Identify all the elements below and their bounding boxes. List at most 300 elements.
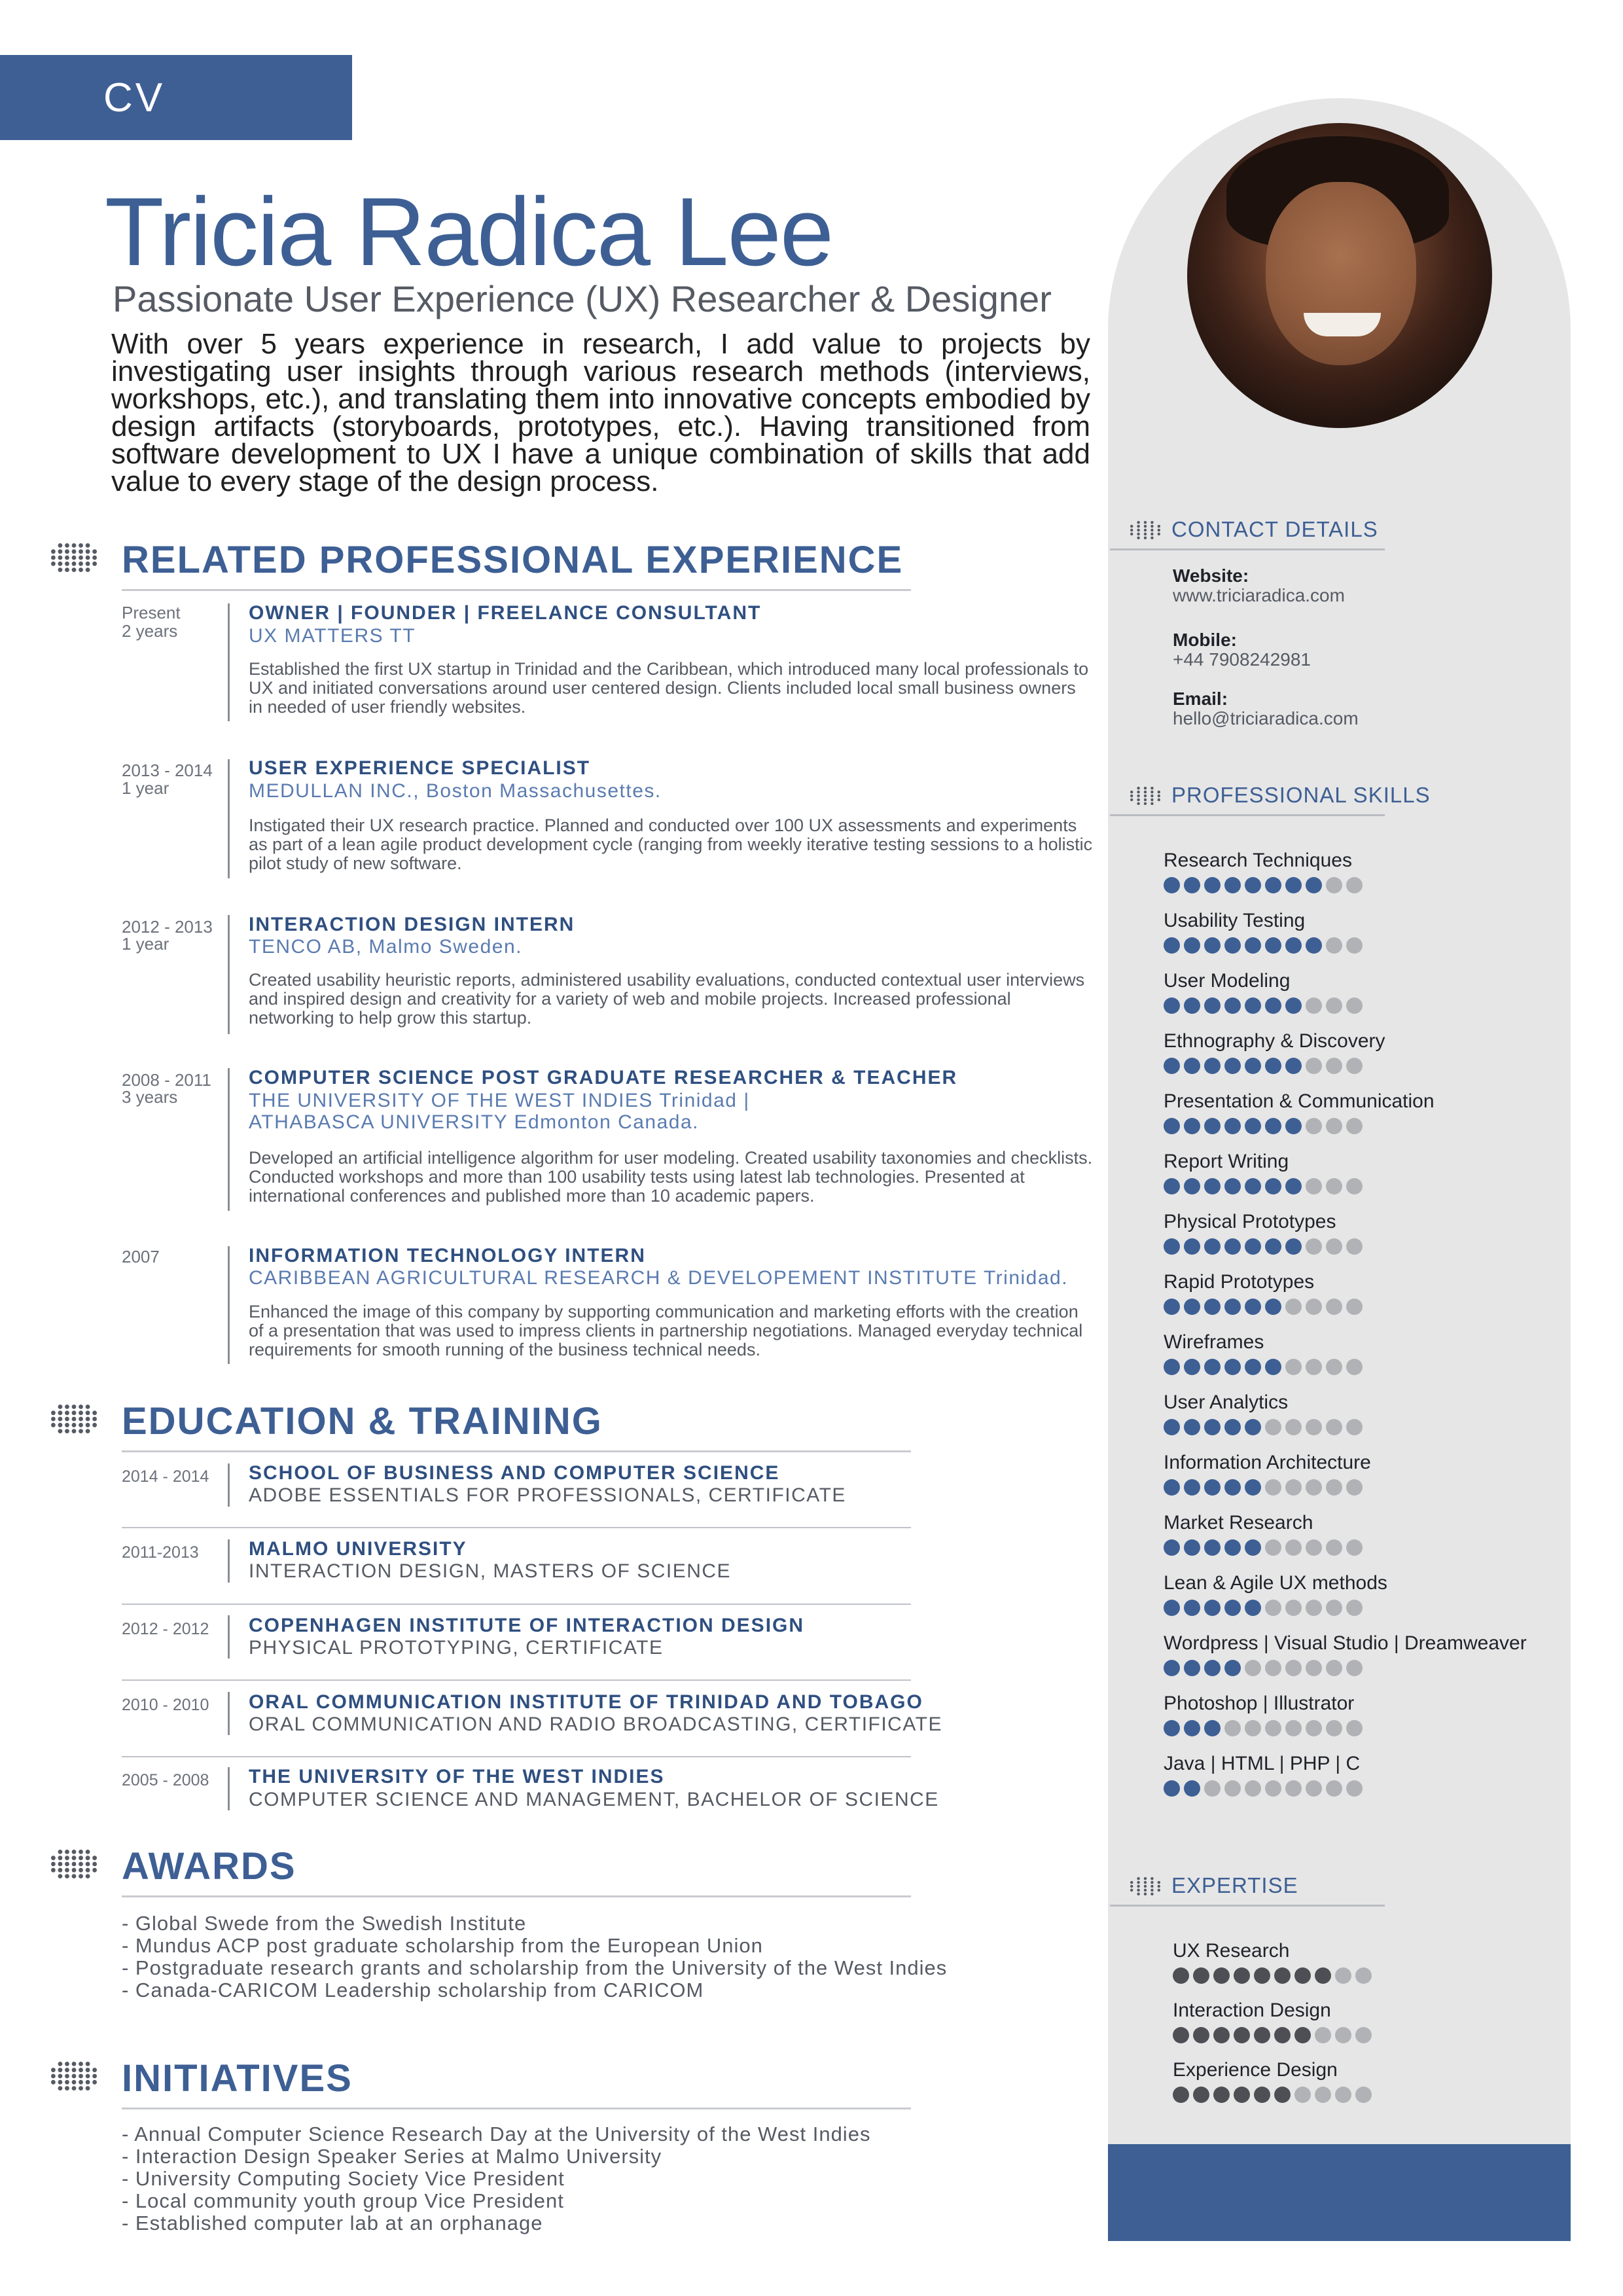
skill-name: User Analytics <box>1164 1391 1289 1413</box>
rating-dot <box>1164 1660 1180 1676</box>
skill-row <box>1173 2059 1372 2103</box>
exp-role: INFORMATION TECHNOLOGY INTERN <box>249 1245 646 1266</box>
skill-name: Photoshop | Illustrator <box>1164 1693 1355 1714</box>
cv-tab-label: CV <box>103 75 166 120</box>
rating-dot <box>1285 1479 1302 1496</box>
rating-dot <box>1326 1780 1342 1797</box>
rating-dot <box>1224 997 1241 1014</box>
rating-dot <box>1326 1178 1342 1194</box>
rating-dot <box>1346 1720 1363 1736</box>
rating-dot <box>1306 1600 1322 1616</box>
skill-name: Presentation & Communication <box>1164 1090 1435 1112</box>
rating-dot <box>1224 1600 1241 1616</box>
rating-dot <box>1306 1238 1322 1255</box>
rating-dot <box>1326 1118 1342 1134</box>
rating-dot <box>1346 1359 1363 1375</box>
edu-degree: COMPUTER SCIENCE AND MANAGEMENT, BACHELOR OF SCIENCE <box>249 1789 939 1810</box>
rating-dot <box>1285 1299 1302 1315</box>
rating-dot <box>1285 1600 1302 1616</box>
rating-dot <box>1265 1720 1281 1736</box>
exp-duration: 2 years <box>122 621 178 641</box>
rating-dot <box>1204 997 1221 1014</box>
website-link[interactable]: www.triciaradica.com <box>1173 585 1345 605</box>
edu-school: THE UNIVERSITY OF THE WEST INDIES <box>249 1766 665 1787</box>
rating-dot <box>1224 1660 1241 1676</box>
rating-dot <box>1164 1359 1180 1375</box>
rating-dot <box>1204 1720 1221 1736</box>
rating-dot <box>1306 1178 1322 1194</box>
skill-row <box>1164 1211 1363 1255</box>
skill-row <box>1164 850 1363 893</box>
skill-name: Report Writing <box>1164 1151 1289 1172</box>
profile-photo <box>1187 123 1492 428</box>
edu-date: 2014 - 2014 <box>122 1467 209 1486</box>
skill-rating <box>1173 2087 1372 2103</box>
rating-dot <box>1265 1118 1281 1134</box>
exp-desc: Enhanced the image of this company by supporting communication and marketing efforts with the creation of a presentation that was used to impress clients in partnership negotiations. Managed everyday technical requirements for smooth running of the business technical needs. <box>249 1302 1083 1359</box>
rating-dot <box>1164 1600 1180 1616</box>
rating-dot <box>1306 1419 1322 1435</box>
rating-dot <box>1346 1660 1363 1676</box>
rating-dot <box>1285 1359 1302 1375</box>
rating-dot <box>1335 2027 1351 2043</box>
rating-dot <box>1164 1419 1180 1435</box>
rating-dot <box>1346 1419 1363 1435</box>
skill-name: Wireframes <box>1164 1331 1264 1353</box>
rating-dot <box>1294 1967 1311 1984</box>
rating-dot <box>1315 2027 1331 2043</box>
skill-rating <box>1164 877 1363 893</box>
edu-school: COPENHAGEN INSTITUTE OF INTERACTION DESIGN <box>249 1615 805 1636</box>
rating-dot <box>1164 877 1180 893</box>
skill-name: Market Research <box>1164 1512 1313 1534</box>
rating-dot <box>1164 1178 1180 1194</box>
skill-rating <box>1164 1600 1387 1616</box>
rating-dot <box>1285 1660 1302 1676</box>
skill-name: Usability Testing <box>1164 910 1306 931</box>
rating-dot <box>1204 1780 1221 1797</box>
edu-degree: ADOBE ESSENTIALS FOR PROFESSIONALS, CERTIFICATE <box>249 1484 846 1506</box>
rating-dot <box>1346 1780 1363 1797</box>
list-item: - Local community youth group Vice President <box>122 2189 564 2212</box>
skill-rating <box>1164 1479 1371 1496</box>
skill-rating <box>1164 1118 1435 1134</box>
rating-dot <box>1285 937 1302 954</box>
rating-dot <box>1204 877 1221 893</box>
exp-divider <box>228 915 230 1034</box>
rating-dot <box>1346 1238 1363 1255</box>
edu-date: 2012 - 2012 <box>122 1620 209 1638</box>
rating-dot <box>1184 1660 1200 1676</box>
rating-dot <box>1315 2087 1331 2103</box>
rating-dot <box>1346 997 1363 1014</box>
exp-desc: Created usability heuristic reports, administered usability evaluations, conducted contextual user interviews and inspired design and creativity for a variety of web and mobile projects. Increased professional networking to help grow this startup. <box>249 970 1085 1028</box>
rating-dot <box>1164 1479 1180 1496</box>
skill-name: Interaction Design <box>1173 2000 1331 2021</box>
edu-date: 2005 - 2008 <box>122 1771 209 1789</box>
rating-dot <box>1245 1058 1261 1074</box>
rating-dot <box>1245 1479 1261 1496</box>
edu-date: 2010 - 2010 <box>122 1696 209 1714</box>
skill-row <box>1164 1271 1363 1315</box>
rating-dot <box>1265 877 1281 893</box>
rating-dot <box>1173 2027 1189 2043</box>
skill-rating <box>1164 937 1363 954</box>
skill-rating <box>1164 1178 1363 1194</box>
exp-date: Present <box>122 603 181 622</box>
rating-dot <box>1274 2027 1291 2043</box>
rating-dot <box>1184 997 1200 1014</box>
section-title-experience: RELATED PROFESSIONAL EXPERIENCE <box>122 539 904 581</box>
edu-divider <box>228 1767 230 1810</box>
exp-date: 2012 - 2013 <box>122 917 213 937</box>
rating-dot <box>1285 1720 1302 1736</box>
rating-dot <box>1164 1720 1180 1736</box>
exp-duration: 1 year <box>122 778 169 798</box>
rating-dot <box>1306 1359 1322 1375</box>
edu-divider <box>228 1539 230 1583</box>
skill-rating <box>1164 1359 1363 1375</box>
rating-dot <box>1326 1299 1342 1315</box>
skill-rating <box>1164 1539 1363 1556</box>
rating-dot <box>1245 1118 1261 1134</box>
skill-row <box>1164 1512 1363 1556</box>
rating-dot <box>1224 1539 1241 1556</box>
rating-dot <box>1285 1780 1302 1797</box>
rating-dot <box>1306 877 1322 893</box>
rating-dot <box>1213 1967 1230 1984</box>
section-divider <box>1110 814 1385 816</box>
rating-dot <box>1306 997 1322 1014</box>
edu-school: SCHOOL OF BUSINESS AND COMPUTER SCIENCE <box>249 1462 780 1484</box>
skill-rating <box>1173 1967 1372 1984</box>
rating-dot <box>1326 877 1342 893</box>
rating-dot <box>1335 2087 1351 2103</box>
exp-org: THE UNIVERSITY OF THE WEST INDIES Trinidad | <box>249 1090 750 1111</box>
rating-dot <box>1285 877 1302 893</box>
rating-dot <box>1245 1238 1261 1255</box>
rating-dot <box>1184 1780 1200 1797</box>
list-item: - Global Swede from the Swedish Institute <box>122 1912 527 1935</box>
rating-dot <box>1326 1660 1342 1676</box>
edu-row-divider <box>122 1756 911 1757</box>
rating-dot <box>1184 1479 1200 1496</box>
mobile-label: Mobile: <box>1173 630 1237 650</box>
rating-dot <box>1326 1539 1342 1556</box>
edu-row-divider <box>122 1679 911 1681</box>
cv-tab <box>0 55 352 140</box>
rating-dot <box>1254 2087 1270 2103</box>
section-divider <box>1110 548 1385 550</box>
rating-dot <box>1224 1479 1241 1496</box>
rating-dot <box>1355 2087 1372 2103</box>
rating-dot <box>1326 997 1342 1014</box>
email-label: Email: <box>1173 689 1228 709</box>
section-divider <box>1110 1905 1385 1907</box>
rating-dot <box>1164 1299 1180 1315</box>
skill-name: Lean & Agile UX methods <box>1164 1572 1387 1594</box>
exp-org: ATHABASCA UNIVERSITY Edmonton Canada. <box>249 1111 700 1133</box>
skill-row <box>1164 970 1363 1014</box>
rating-dot <box>1285 1058 1302 1074</box>
skill-name: Experience Design <box>1173 2059 1338 2081</box>
rating-dot <box>1326 1058 1342 1074</box>
exp-desc: Instigated their UX research practice. Planned and conducted over 100 UX assessments and experiments as part of a lean agile product development cycle (ranging from weekly iterative testing sessions to a holistic pilot study of new software. <box>249 816 1093 873</box>
rating-dot <box>1315 1967 1331 1984</box>
skill-name: Ethnography & Discovery <box>1164 1030 1385 1052</box>
edu-degree: PHYSICAL PROTOTYPING, CERTIFICATE <box>249 1637 664 1659</box>
skill-name: Wordpress | Visual Studio | Dreamweaver <box>1164 1632 1527 1654</box>
mobile-number: +44 7908242981 <box>1173 649 1311 670</box>
rating-dot <box>1346 877 1363 893</box>
skill-rating <box>1164 1720 1363 1736</box>
rating-dot <box>1224 1780 1241 1797</box>
person-name: Tricia Radica Lee <box>105 178 833 286</box>
rating-dot <box>1234 1967 1250 1984</box>
rating-dot <box>1306 1118 1322 1134</box>
rating-dot <box>1224 1178 1241 1194</box>
rating-dot <box>1193 2087 1209 2103</box>
rating-dot <box>1184 1720 1200 1736</box>
rating-dot <box>1346 1600 1363 1616</box>
skill-name: Java | HTML | PHP | C <box>1164 1753 1361 1774</box>
rating-dot <box>1204 1660 1221 1676</box>
skill-row <box>1164 1090 1435 1134</box>
list-item: - Established computer lab at an orphanage <box>122 2212 543 2234</box>
rating-dot <box>1346 1539 1363 1556</box>
rating-dot <box>1184 1178 1200 1194</box>
exp-desc: Developed an artificial intelligence algorithm for user modeling. Created usability taxonomies and checklists. Conducted workshops and more than 100 usability tests using latest lab technologies. Presented at international conferences and published more than 10 academic papers. <box>249 1148 1093 1206</box>
exp-divider <box>228 759 230 878</box>
rating-dot <box>1326 1238 1342 1255</box>
rating-dot <box>1265 1419 1281 1435</box>
skill-name: UX Research <box>1173 1940 1290 1962</box>
section-divider <box>122 2108 911 2109</box>
rating-dot <box>1164 937 1180 954</box>
rating-dot <box>1234 2027 1250 2043</box>
rating-dot <box>1184 877 1200 893</box>
rating-dot <box>1213 2027 1230 2043</box>
section-grid-icon <box>1130 521 1160 539</box>
rating-dot <box>1245 1720 1261 1736</box>
rating-dot <box>1285 1539 1302 1556</box>
rating-dot <box>1224 877 1241 893</box>
rating-dot <box>1204 1058 1221 1074</box>
rating-dot <box>1245 1660 1261 1676</box>
skill-row <box>1173 1940 1372 1984</box>
exp-desc: Established the first UX startup in Trinidad and the Caribbean, which introduced many local professionals to UX and initiated conversations around user centered design. Clients included local small business owners in needed of user friendly websites. <box>249 659 1089 717</box>
rating-dot <box>1346 1178 1363 1194</box>
skill-rating <box>1164 997 1363 1014</box>
rating-dot <box>1306 1058 1322 1074</box>
rating-dot <box>1285 1419 1302 1435</box>
edu-school: ORAL COMMUNICATION INSTITUTE OF TRINIDAD AND TOBAGO <box>249 1691 923 1713</box>
exp-org: UX MATTERS TT <box>249 625 416 647</box>
rating-dot <box>1245 1299 1261 1315</box>
rating-dot <box>1265 1539 1281 1556</box>
skill-rating <box>1164 1660 1527 1676</box>
rating-dot <box>1326 1720 1342 1736</box>
rating-dot <box>1204 1178 1221 1194</box>
rating-dot <box>1245 937 1261 954</box>
rating-dot <box>1224 937 1241 954</box>
rating-dot <box>1164 1118 1180 1134</box>
rating-dot <box>1164 997 1180 1014</box>
exp-role: USER EXPERIENCE SPECIALIST <box>249 757 591 779</box>
list-item: - Mundus ACP post graduate scholarship from the European Union <box>122 1934 763 1957</box>
rating-dot <box>1265 997 1281 1014</box>
rating-dot <box>1265 937 1281 954</box>
rating-dot <box>1285 1118 1302 1134</box>
list-item: - Annual Computer Science Research Day at the University of the West Indies <box>122 2123 871 2145</box>
rating-dot <box>1245 1539 1261 1556</box>
section-title-awards: AWARDS <box>122 1845 296 1888</box>
edu-degree: INTERACTION DESIGN, MASTERS OF SCIENCE <box>249 1560 732 1582</box>
rating-dot <box>1326 937 1342 954</box>
rating-dot <box>1224 1419 1241 1435</box>
rating-dot <box>1306 1539 1322 1556</box>
rating-dot <box>1326 1359 1342 1375</box>
section-grid-icon <box>51 2062 97 2090</box>
rating-dot <box>1193 1967 1209 1984</box>
skill-name: Research Techniques <box>1164 850 1352 871</box>
rating-dot <box>1164 1058 1180 1074</box>
rating-dot <box>1164 1780 1180 1797</box>
rating-dot <box>1224 1238 1241 1255</box>
rating-dot <box>1306 937 1322 954</box>
rating-dot <box>1245 1600 1261 1616</box>
rating-dot <box>1184 1359 1200 1375</box>
rating-dot <box>1204 1539 1221 1556</box>
tagline: Passionate User Experience (UX) Researcher & Designer <box>113 278 1052 319</box>
section-title-expertise: EXPERTISE <box>1171 1873 1298 1897</box>
website-label: Website: <box>1173 565 1249 586</box>
section-title-contact: CONTACT DETAILS <box>1171 517 1378 541</box>
rating-dot <box>1306 1720 1322 1736</box>
rating-dot <box>1184 1600 1200 1616</box>
rating-dot <box>1173 1967 1189 1984</box>
rating-dot <box>1306 1780 1322 1797</box>
skill-row <box>1164 1693 1363 1736</box>
section-divider <box>122 589 911 591</box>
exp-org: CARIBBEAN AGRICULTURAL RESEARCH & DEVELOPEMENT INSTITUTE Trinidad. <box>249 1267 1069 1289</box>
rating-dot <box>1204 1299 1221 1315</box>
rating-dot <box>1184 937 1200 954</box>
exp-role: INTERACTION DESIGN INTERN <box>249 914 575 935</box>
section-grid-icon <box>51 1405 97 1433</box>
rating-dot <box>1204 1238 1221 1255</box>
rating-dot <box>1265 1660 1281 1676</box>
exp-date: 2007 <box>122 1247 160 1266</box>
rating-dot <box>1346 1479 1363 1496</box>
skill-rating <box>1173 2027 1372 2043</box>
rating-dot <box>1346 937 1363 954</box>
awards-list <box>122 1912 947 2001</box>
edu-school: MALMO UNIVERSITY <box>249 1538 467 1560</box>
skill-row <box>1164 1572 1387 1616</box>
rating-dot <box>1184 1299 1200 1315</box>
exp-org: TENCO AB, Malmo Sweden. <box>249 936 522 958</box>
rating-dot <box>1245 877 1261 893</box>
skill-rating <box>1164 1780 1363 1797</box>
edu-row-divider <box>122 1604 911 1605</box>
section-title-education: EDUCATION & TRAINING <box>122 1400 603 1443</box>
skill-rating <box>1164 1058 1385 1074</box>
list-item: - Canada-CARICOM Leadership scholarship from CARICOM <box>122 1979 704 2001</box>
rating-dot <box>1306 1479 1322 1496</box>
rating-dot <box>1184 1238 1200 1255</box>
skill-row <box>1164 1331 1363 1375</box>
rating-dot <box>1306 1660 1322 1676</box>
rating-dot <box>1265 1238 1281 1255</box>
rating-dot <box>1265 1780 1281 1797</box>
rating-dot <box>1193 2027 1209 2043</box>
section-grid-icon <box>51 543 97 572</box>
list-item: - University Computing Society Vice President <box>122 2167 565 2190</box>
email-link[interactable]: hello@triciaradica.com <box>1173 708 1359 728</box>
edu-divider <box>228 1615 230 1659</box>
list-item: - Interaction Design Speaker Series at Malmo University <box>122 2145 662 2168</box>
skill-row <box>1164 1632 1527 1676</box>
skill-row <box>1164 1030 1385 1074</box>
skill-row <box>1164 1391 1363 1435</box>
skill-row <box>1173 2000 1372 2043</box>
rating-dot <box>1335 1967 1351 1984</box>
edu-date: 2011-2013 <box>122 1543 199 1562</box>
exp-role: COMPUTER SCIENCE POST GRADUATE RESEARCHER & TEACHER <box>249 1067 958 1088</box>
rating-dot <box>1164 1539 1180 1556</box>
section-divider <box>122 1895 911 1897</box>
rating-dot <box>1204 1118 1221 1134</box>
rating-dot <box>1213 2087 1230 2103</box>
rating-dot <box>1173 2087 1189 2103</box>
edu-row-divider <box>122 1527 911 1528</box>
edu-divider <box>228 1692 230 1735</box>
exp-date: 2013 - 2014 <box>122 761 213 780</box>
rating-dot <box>1184 1419 1200 1435</box>
rating-dot <box>1274 1967 1291 1984</box>
rating-dot <box>1224 1299 1241 1315</box>
skill-name: Information Architecture <box>1164 1452 1371 1473</box>
skill-row <box>1164 1452 1371 1496</box>
rating-dot <box>1204 1479 1221 1496</box>
rating-dot <box>1285 1178 1302 1194</box>
exp-org: MEDULLAN INC., Boston Massachusettes. <box>249 780 662 802</box>
rating-dot <box>1254 1967 1270 1984</box>
initiatives-list <box>122 2123 870 2234</box>
sidebar-footer-band <box>1108 2144 1571 2241</box>
rating-dot <box>1265 1600 1281 1616</box>
rating-dot <box>1346 1299 1363 1315</box>
section-grid-icon <box>1130 1877 1160 1895</box>
rating-dot <box>1245 997 1261 1014</box>
section-title-skills: PROFESSIONAL SKILLS <box>1171 783 1431 807</box>
rating-dot <box>1234 2087 1250 2103</box>
skill-row <box>1164 910 1363 954</box>
rating-dot <box>1285 1238 1302 1255</box>
skill-rating <box>1164 1299 1363 1315</box>
rating-dot <box>1204 1419 1221 1435</box>
rating-dot <box>1355 1967 1372 1984</box>
rating-dot <box>1224 1720 1241 1736</box>
rating-dot <box>1346 1118 1363 1134</box>
rating-dot <box>1245 1780 1261 1797</box>
rating-dot <box>1265 1359 1281 1375</box>
exp-divider <box>228 1068 230 1211</box>
section-grid-icon <box>51 1850 97 1878</box>
rating-dot <box>1204 1600 1221 1616</box>
exp-divider <box>228 1246 230 1364</box>
